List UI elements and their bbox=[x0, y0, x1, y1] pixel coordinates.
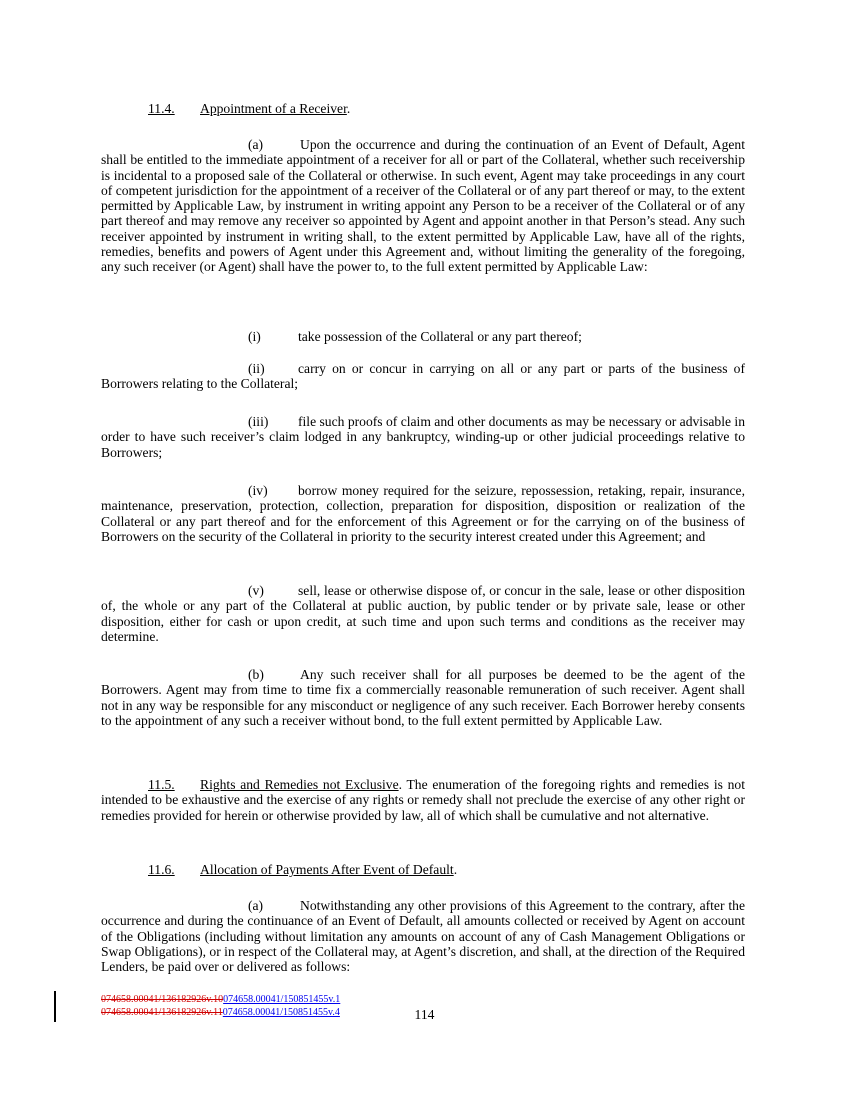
item-label: (iv) bbox=[248, 483, 268, 498]
item-ii bbox=[101, 361, 745, 392]
paragraph-a bbox=[101, 137, 745, 275]
item-text: carry on or concur in carrying on all or any part or parts of the business of Borrowers relating to the Collateral; bbox=[101, 361, 745, 392]
clause-label: (a) bbox=[248, 898, 264, 913]
item-text: sell, lease or otherwise dispose of, or concur in the sale, lease or other disposition of, the whole or any part of the Collateral at public auction, by public tender or by private sale, lease or other disposition, either for cash or upon credit, at such time and upon such terms and conditions as the receiver may determine. bbox=[101, 583, 745, 644]
paragraph-b bbox=[101, 667, 745, 728]
item-text: borrow money required for the seizure, repossession, retaking, repair, insurance, maintenance, preservation, protection, collection, preparation for disposition, disposition or realization of the Collateral or any part thereof and for the enforcement of this Agreement or for the carrying on of the business of Borrowers on the security of the Collateral in priority to the security interest created under this Agreement; and bbox=[101, 483, 745, 544]
page-number: 114 bbox=[414, 1007, 435, 1022]
item-label: (ii) bbox=[248, 361, 265, 376]
clause-label: (b) bbox=[248, 667, 264, 682]
section-title: Rights and Remedies not Exclusive bbox=[200, 777, 399, 792]
inserted-doc-id: 074658.00041/150851455v.4 bbox=[222, 1007, 340, 1018]
section-title: Allocation of Payments After Event of Default bbox=[200, 862, 454, 877]
paragraph-11-6-a bbox=[101, 898, 745, 974]
section-11-4-heading: 11.4. Appointment of a Receiver. bbox=[148, 101, 351, 116]
item-label: (iii) bbox=[248, 414, 269, 429]
clause-text: Any such receiver shall for all purposes be deemed to be the agent of the Borrowers. Agent may from time to time fix a commercially reasonable remuneration of such receiver. Agent shall not in any way be responsible for any misconduct or negligence of any such receiver. Each Borrower hereby consents to the appointment of any such a receiver without bond, to the full extent permitted by Applicable Law. bbox=[101, 667, 745, 728]
item-label: (v) bbox=[248, 583, 264, 598]
item-v bbox=[101, 583, 745, 644]
section-number: 11.4. bbox=[148, 101, 175, 116]
section-number: 11.5. bbox=[148, 777, 175, 792]
inserted-doc-id: 074658.00041/150851455v.1 bbox=[223, 994, 341, 1005]
deleted-doc-id: 074658.00041/136182926v.10 bbox=[101, 994, 224, 1005]
footer-doc-id-1 bbox=[101, 994, 340, 1006]
item-text: file such proofs of claim and other documents as may be necessary or advisable in order to have such receiver’s claim lodged in any bankruptcy, winding-up or other judicial proceedings relative to Borrowers; bbox=[101, 414, 745, 460]
section-11-6-heading: 11.6. Allocation of Payments After Event of Default. bbox=[148, 862, 458, 877]
section-text: . The enumeration of the foregoing rights and remedies is not intended to be exhaustive and the exercise of any rights or remedy shall not preclude the exercise of any other right or remedies provided for herein or otherwise provided by law, all of which shall be cumulative and not alternative. bbox=[101, 777, 745, 823]
item-i bbox=[101, 329, 745, 344]
item-iv bbox=[101, 483, 745, 544]
deleted-doc-id: 074658.00041/136182926v.11 bbox=[101, 1007, 223, 1018]
section-title: Appointment of a Receiver bbox=[200, 101, 347, 116]
footer-doc-id-2 bbox=[101, 1007, 340, 1019]
section-number: 11.6. bbox=[148, 862, 175, 877]
clause-label: (a) bbox=[248, 137, 264, 152]
clause-text: Upon the occurrence and during the continuation of an Event of Default, Agent shall be entitled to the immediate appointment of a receiver for all or part of the Collateral, whether such receivership is incidental to a proposed sale of the Collateral or otherwise. In such event, Agent may take proceedings in any court of competent jurisdiction for the appointment of a receiver of the Collateral or of any part thereof or may, to the extent permitted by Applicable Law, by instrument in writing appoint any Person to be a receiver of the Collateral or of any part thereof and may remove any receiver so appointed by Agent and appoint another in that Person’s stead. Any such receiver appointed by instrument in writing shall, to the extent permitted by Applicable Law, have all of the rights, remedies, benefits and powers of Agent under this Agreement and, without limiting the generality of the foregoing, any such receiver (or Agent) shall have the power to, to the full extent permitted by Applicable Law: bbox=[101, 137, 745, 275]
item-label: (i) bbox=[248, 329, 261, 344]
clause-text: Notwithstanding any other provisions of this Agreement to the contrary, after the occurrence and during the continuance of an Event of Default, all amounts collected or received by Agent on account of the Obligations (including without limitation any amounts on account of any of Cash Management Obligations or Swap Obligations), or in respect of the Collateral may, at Agent’s discretion, and shall, at the direction of the Required Lenders, be paid over or delivered as follows: bbox=[101, 898, 745, 975]
item-text: take possession of the Collateral or any part thereof; bbox=[298, 329, 582, 344]
revision-change-bar bbox=[54, 991, 56, 1022]
section-11-5 bbox=[101, 777, 745, 823]
item-iii bbox=[101, 414, 745, 460]
